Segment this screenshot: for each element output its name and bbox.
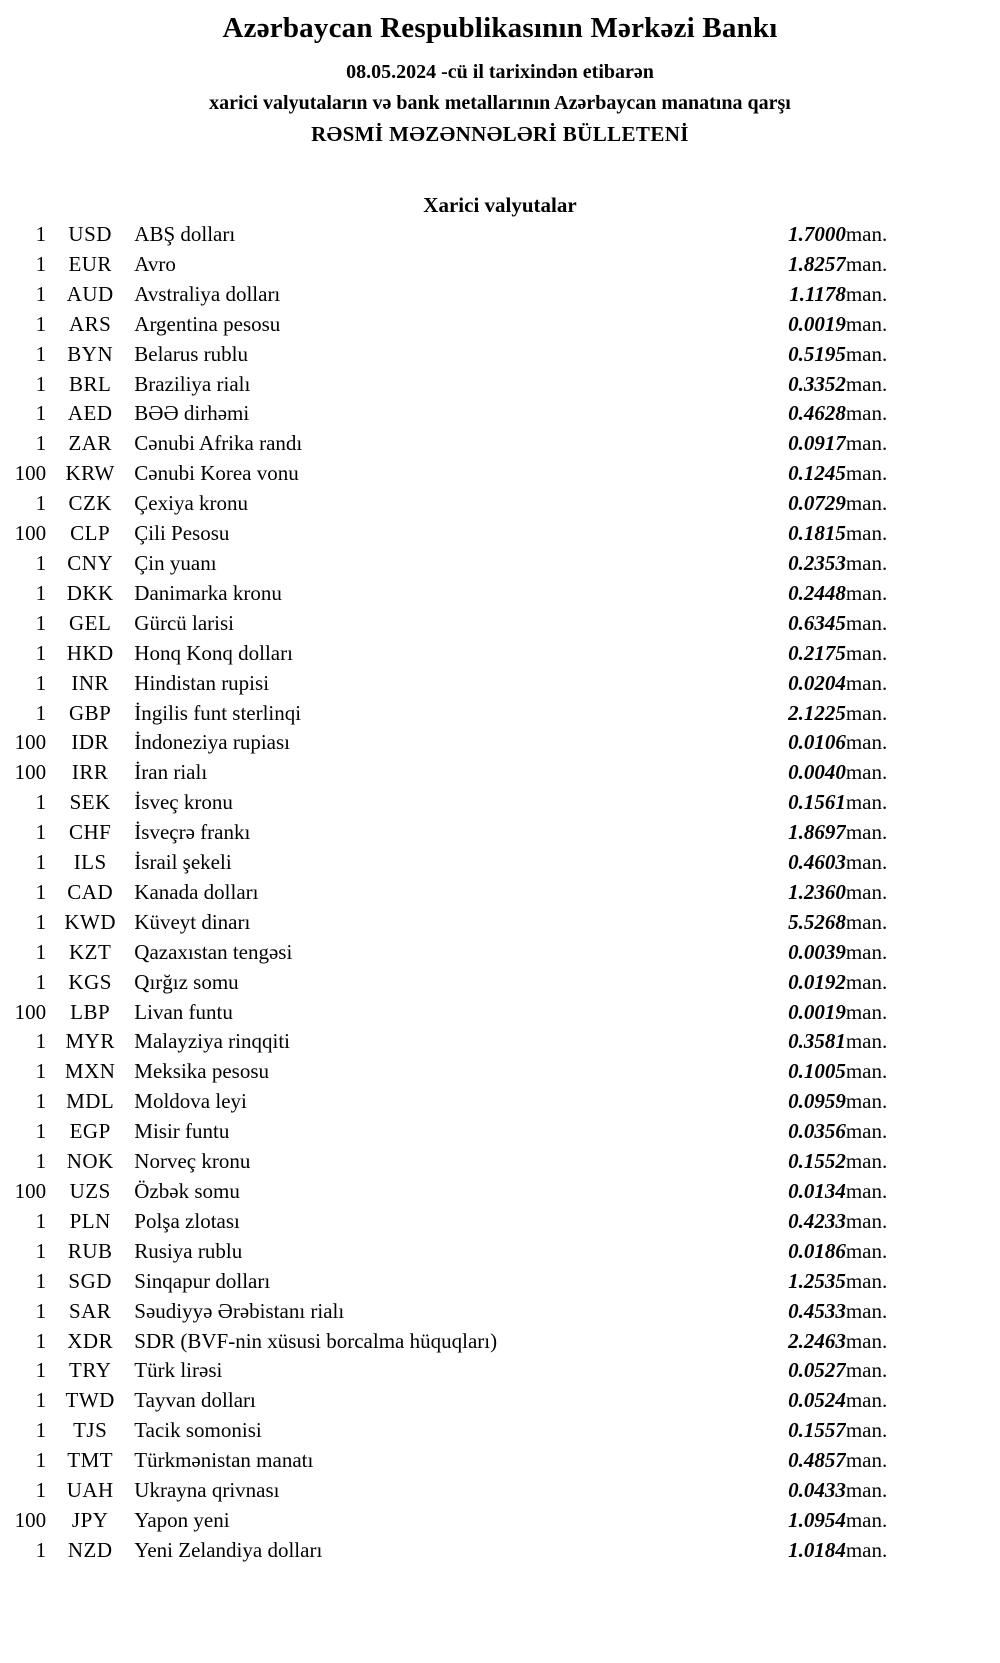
unit-cell: man. <box>845 1119 888 1144</box>
currency-name-cell: SDR (BVF-nin xüsusi borcalma hüquqları) <box>134 1328 498 1353</box>
rate-cell: 0.0134 <box>788 1179 846 1203</box>
currency-name-cell: Misir funtu <box>134 1119 230 1144</box>
unit-cell: man. <box>845 521 888 546</box>
table-row <box>0 549 908 579</box>
currency-name-cell: İsveç kronu <box>134 790 233 815</box>
nominal-cell: 1 <box>35 311 47 336</box>
nominal-cell: 1 <box>35 1238 47 1263</box>
currency-name-cell: Belarus rublu <box>134 341 249 366</box>
unit-cell: man. <box>845 550 888 575</box>
currency-name-cell: Cənubi Korea vonu <box>134 461 299 486</box>
rate-cell: 0.0356 <box>788 1119 846 1144</box>
currency-name-cell: İndoneziya rupiası <box>134 730 290 755</box>
nominal-cell: 1 <box>35 1448 47 1473</box>
currency-name-cell: Danimarka kronu <box>134 580 282 605</box>
currency-code-cell: KRW <box>65 461 115 486</box>
unit-cell: man. <box>845 790 888 815</box>
nominal-cell: 1 <box>35 401 47 426</box>
rate-cell: 0.4533 <box>788 1298 846 1323</box>
currency-name-cell: Qırğız somu <box>134 969 239 994</box>
nominal-cell: 1 <box>35 670 47 695</box>
unit-cell: man. <box>845 371 888 396</box>
unit-cell: man. <box>845 999 888 1024</box>
unit-cell: man. <box>845 939 888 964</box>
unit-cell: man. <box>845 222 888 246</box>
currency-code-cell: MDL <box>66 1089 115 1114</box>
nominal-cell: 1 <box>35 1418 47 1443</box>
rate-cell: 0.0019 <box>788 999 846 1024</box>
nominal-cell: 1 <box>35 1119 47 1144</box>
rate-cell: 0.6345 <box>788 610 846 635</box>
currency-name-cell: ABŞ dolları <box>134 222 236 246</box>
rate-cell: 1.7000 <box>788 222 846 246</box>
bulletin-title: RƏSMİ MƏZƏNNƏLƏRİ BÜLLETENİ <box>311 122 689 146</box>
unit-cell: man. <box>845 879 888 904</box>
table-row <box>0 609 908 639</box>
rate-cell: 0.2175 <box>788 640 846 665</box>
rate-cell: 0.5195 <box>788 341 846 366</box>
currency-code-cell: CHF <box>69 820 112 845</box>
currency-code-cell: KWD <box>64 909 117 934</box>
table-row <box>0 1267 908 1297</box>
nominal-cell: 1 <box>35 341 47 366</box>
currency-code-cell: CZK <box>68 491 112 516</box>
unit-cell: man. <box>845 969 888 994</box>
rate-cell: 0.2448 <box>788 580 846 605</box>
table-row <box>0 848 908 878</box>
table-row <box>0 818 908 848</box>
rate-cell: 1.8257 <box>788 251 846 276</box>
nominal-cell: 100 <box>14 1179 47 1203</box>
nominal-cell: 1 <box>35 1089 47 1114</box>
rate-cell: 0.1561 <box>788 790 846 815</box>
table-row <box>0 998 908 1028</box>
nominal-cell: 1 <box>35 909 47 934</box>
table-row <box>0 1087 908 1117</box>
nominal-cell: 1 <box>35 820 47 845</box>
unit-cell: man. <box>845 251 888 276</box>
rate-cell: 0.0039 <box>788 939 846 964</box>
nominal-cell: 1 <box>35 1388 47 1413</box>
currency-name-cell: Küveyt dinarı <box>134 909 251 934</box>
currency-code-cell: TWD <box>65 1388 115 1413</box>
rate-cell: 0.1815 <box>788 521 846 546</box>
currency-name-cell: Honq Konq dolları <box>134 640 293 665</box>
rate-cell: 0.4628 <box>788 401 846 426</box>
table-row <box>0 1416 908 1446</box>
currency-code-cell: JPY <box>71 1507 109 1532</box>
nominal-cell: 1 <box>35 431 47 456</box>
nominal-cell: 1 <box>35 1358 47 1383</box>
rate-cell: 0.0433 <box>788 1478 846 1503</box>
subtitle-line: xarici valyutaların və bank metallarının Azərbaycan manatına qarşı <box>209 92 791 114</box>
nominal-cell: 1 <box>35 1537 47 1562</box>
currency-code-cell: IRR <box>71 760 109 785</box>
unit-cell: man. <box>845 1059 888 1084</box>
currency-code-cell: ZAR <box>68 431 112 456</box>
table-row <box>0 728 908 758</box>
currency-name-cell: İsrail şekeli <box>134 850 232 875</box>
table-row <box>0 758 908 788</box>
currency-code-cell: INR <box>71 670 110 695</box>
currency-name-cell: Yapon yeni <box>134 1507 230 1532</box>
rate-cell: 0.1005 <box>788 1059 846 1084</box>
currency-code-cell: RUB <box>67 1238 113 1263</box>
rate-cell: 1.2535 <box>788 1268 846 1293</box>
currency-code-cell: TMT <box>67 1448 114 1473</box>
rate-cell: 0.0524 <box>788 1388 846 1413</box>
table-row <box>0 1536 908 1566</box>
nominal-cell: 1 <box>35 879 47 904</box>
currency-code-cell: XDR <box>67 1328 114 1353</box>
rate-cell: 0.1557 <box>788 1418 846 1443</box>
currency-code-cell: SEK <box>69 790 111 815</box>
currency-code-cell: BRL <box>69 371 112 396</box>
unit-cell: man. <box>845 1179 888 1203</box>
nominal-cell: 100 <box>14 730 47 755</box>
nominal-cell: 1 <box>35 281 47 306</box>
currency-name-cell: Gürcü larisi <box>134 610 235 635</box>
currency-name-cell: BƏƏ dirhəmi <box>134 401 250 426</box>
rate-cell: 0.1552 <box>788 1149 846 1174</box>
currency-code-cell: GEL <box>69 610 112 635</box>
unit-cell: man. <box>845 1238 888 1263</box>
table-row <box>0 1476 908 1506</box>
unit-cell: man. <box>845 431 888 456</box>
nominal-cell: 1 <box>35 251 47 276</box>
nominal-cell: 1 <box>35 1328 47 1353</box>
currency-name-cell: Özbək somu <box>134 1179 240 1203</box>
table-row <box>0 519 908 549</box>
table-row <box>0 459 908 489</box>
rate-cell: 1.8697 <box>788 820 846 845</box>
nominal-cell: 1 <box>35 1208 47 1233</box>
unit-cell: man. <box>845 730 888 755</box>
table-row <box>0 938 908 968</box>
table-row <box>0 1506 908 1536</box>
nominal-cell: 1 <box>35 371 47 396</box>
currency-code-cell: ILS <box>73 850 107 875</box>
nominal-cell: 1 <box>35 550 47 575</box>
currency-code-cell: EGP <box>69 1119 111 1144</box>
currency-code-cell: TRY <box>69 1358 112 1383</box>
unit-cell: man. <box>845 1089 888 1114</box>
currency-name-cell: Türk lirəsi <box>134 1358 223 1383</box>
nominal-cell: 1 <box>35 640 47 665</box>
currency-code-cell: AED <box>67 401 113 426</box>
unit-cell: man. <box>845 700 888 725</box>
currency-code-cell: LBP <box>70 999 111 1024</box>
currency-rates-body <box>0 220 908 1566</box>
currency-code-cell: MXN <box>64 1059 116 1084</box>
unit-cell: man. <box>845 1358 888 1383</box>
unit-cell: man. <box>845 670 888 695</box>
rate-cell: 0.0040 <box>788 760 846 785</box>
unit-cell: man. <box>845 580 888 605</box>
currency-code-cell: AUD <box>66 281 114 306</box>
unit-cell: man. <box>845 341 888 366</box>
rate-cell: 1.1178 <box>789 281 846 306</box>
currency-code-cell: KGS <box>68 969 112 994</box>
table-row <box>0 310 908 340</box>
table-row <box>0 699 908 729</box>
currency-name-cell: Sinqapur dolları <box>134 1268 271 1293</box>
table-row <box>0 1297 908 1327</box>
rate-cell: 1.0954 <box>788 1507 846 1532</box>
table-row <box>0 669 908 699</box>
rate-cell: 0.3352 <box>788 371 846 396</box>
table-row <box>0 968 908 998</box>
currency-code-cell: NZD <box>67 1537 113 1562</box>
unit-cell: man. <box>845 311 888 336</box>
rate-cell: 0.0917 <box>788 431 846 456</box>
unit-cell: man. <box>845 1418 888 1443</box>
table-row <box>0 1327 908 1357</box>
rate-cell: 0.0192 <box>788 969 846 994</box>
unit-cell: man. <box>845 820 888 845</box>
unit-cell: man. <box>845 1029 888 1054</box>
currency-code-cell: USD <box>68 222 112 246</box>
currency-code-cell: KZT <box>69 939 112 964</box>
rate-cell: 0.2353 <box>788 550 846 575</box>
nominal-cell: 1 <box>35 1059 47 1084</box>
currency-code-cell: CAD <box>67 879 114 904</box>
table-row <box>0 220 908 250</box>
nominal-cell: 100 <box>14 461 47 486</box>
currency-name-cell: İran rialı <box>134 760 208 785</box>
currency-name-cell: Moldova leyi <box>134 1089 247 1114</box>
table-row <box>0 788 908 818</box>
nominal-cell: 1 <box>35 610 47 635</box>
currency-name-cell: Hindistan rupisi <box>134 670 270 695</box>
table-row <box>0 399 908 429</box>
table-row <box>0 250 908 280</box>
rate-cell: 0.4857 <box>788 1448 846 1473</box>
unit-cell: man. <box>845 1298 888 1323</box>
currency-code-cell: UAH <box>66 1478 114 1503</box>
unit-cell: man. <box>845 401 888 426</box>
nominal-cell: 100 <box>14 760 47 785</box>
rate-cell: 0.0729 <box>788 491 846 516</box>
currency-name-cell: Norveç kronu <box>134 1149 251 1174</box>
currency-name-cell: Ukrayna qrivnası <box>134 1478 280 1503</box>
currency-code-cell: ARS <box>69 311 112 336</box>
nominal-cell: 1 <box>35 222 47 246</box>
currency-code-cell: NOK <box>66 1149 114 1174</box>
rate-cell: 0.0527 <box>788 1358 846 1383</box>
currency-code-cell: CLP <box>70 521 111 546</box>
table-row <box>0 429 908 459</box>
date-line: 08.05.2024 -cü il tarixindən etibarən <box>346 61 654 83</box>
table-row <box>0 878 908 908</box>
unit-cell: man. <box>845 1208 888 1233</box>
currency-code-cell: PLN <box>69 1208 111 1233</box>
rate-cell: 0.0186 <box>788 1238 846 1263</box>
rate-cell: 0.3581 <box>788 1029 846 1054</box>
currency-name-cell: Polşa zlotası <box>134 1208 240 1233</box>
unit-cell: man. <box>845 1448 888 1473</box>
table-row <box>0 1177 908 1207</box>
nominal-cell: 1 <box>35 790 47 815</box>
unit-cell: man. <box>845 1149 888 1174</box>
rate-cell: 2.2463 <box>788 1328 846 1353</box>
currency-name-cell: Yeni Zelandiya dolları <box>134 1537 323 1562</box>
table-row <box>0 1027 908 1057</box>
rate-cell: 0.0106 <box>788 730 846 755</box>
currency-name-cell: Qazaxıstan tengəsi <box>134 939 293 964</box>
rate-cell: 0.0959 <box>788 1089 846 1114</box>
nominal-cell: 1 <box>35 939 47 964</box>
unit-cell: man. <box>845 610 888 635</box>
currency-name-cell: Kanada dolları <box>134 879 259 904</box>
currency-code-cell: UZS <box>69 1179 111 1203</box>
unit-cell: man. <box>845 281 888 306</box>
nominal-cell: 1 <box>35 580 47 605</box>
currency-name-cell: Cənubi Afrika randı <box>134 431 303 456</box>
nominal-cell: 1 <box>35 1478 47 1503</box>
currency-name-cell: Çili Pesosu <box>134 521 230 546</box>
table-row <box>0 1356 908 1386</box>
currency-name-cell: Tacik somonisi <box>134 1418 262 1443</box>
currency-name-cell: Meksika pesosu <box>134 1059 270 1084</box>
currency-name-cell: Rusiya rublu <box>134 1238 243 1263</box>
rate-cell: 1.2360 <box>788 879 846 904</box>
table-row <box>0 639 908 669</box>
nominal-cell: 1 <box>35 1298 47 1323</box>
currency-name-cell: Livan funtu <box>134 999 233 1024</box>
nominal-cell: 1 <box>35 969 47 994</box>
unit-cell: man. <box>845 640 888 665</box>
unit-cell: man. <box>845 1478 888 1503</box>
table-row <box>0 1057 908 1087</box>
currency-name-cell: Avro <box>134 251 176 276</box>
table-row <box>0 1386 908 1416</box>
table-row <box>0 280 908 310</box>
currency-name-cell: Tayvan dolları <box>134 1388 256 1413</box>
currency-code-cell: BYN <box>67 341 114 366</box>
unit-cell: man. <box>845 909 888 934</box>
currency-name-cell: Çexiya kronu <box>134 491 249 516</box>
currency-name-cell: Səudiyyə Ərəbistanı rialı <box>134 1298 345 1323</box>
rate-cell: 0.4603 <box>788 850 846 875</box>
nominal-cell: 1 <box>35 1149 47 1174</box>
currency-name-cell: İsveçrə frankı <box>134 820 251 845</box>
table-row <box>0 370 908 400</box>
nominal-cell: 1 <box>35 1029 47 1054</box>
rate-cell: 5.5268 <box>788 909 846 934</box>
nominal-cell: 1 <box>35 700 47 725</box>
unit-cell: man. <box>845 1388 888 1413</box>
currency-code-cell: SAR <box>69 1298 112 1323</box>
table-row <box>0 1446 908 1476</box>
page-title: Azərbaycan Respublikasının Mərkəzi Bankı <box>222 12 778 44</box>
table-row <box>0 1207 908 1237</box>
currency-code-cell: GBP <box>69 700 112 725</box>
unit-cell: man. <box>845 1507 888 1532</box>
nominal-cell: 100 <box>14 999 47 1024</box>
table-row <box>0 340 908 370</box>
table-row <box>0 1117 908 1147</box>
currency-rates-table <box>0 220 908 1566</box>
currency-code-cell: IDR <box>71 730 110 755</box>
unit-cell: man. <box>845 1268 888 1293</box>
rate-cell: 0.0204 <box>788 670 846 695</box>
currency-name-cell: Argentina pesosu <box>134 311 281 336</box>
nominal-cell: 1 <box>35 491 47 516</box>
table-row <box>0 1147 908 1177</box>
currency-name-cell: Avstraliya dolları <box>134 281 281 306</box>
currency-code-cell: HKD <box>66 640 114 665</box>
unit-cell: man. <box>845 760 888 785</box>
currency-code-cell: TJS <box>73 1418 108 1443</box>
nominal-cell: 100 <box>14 1507 47 1532</box>
unit-cell: man. <box>845 1537 888 1562</box>
unit-cell: man. <box>845 1328 888 1353</box>
currency-name-cell: Malayziya rinqqiti <box>134 1029 290 1054</box>
currency-name-cell: Çin yuanı <box>134 550 217 575</box>
nominal-cell: 100 <box>14 521 47 546</box>
table-row <box>0 579 908 609</box>
currency-name-cell: Braziliya rialı <box>134 371 251 396</box>
table-row <box>0 908 908 938</box>
table-row <box>0 489 908 519</box>
rate-cell: 0.0019 <box>788 311 846 336</box>
unit-cell: man. <box>845 461 888 486</box>
currency-code-cell: CNY <box>67 550 114 575</box>
nominal-cell: 1 <box>35 850 47 875</box>
rate-cell: 1.0184 <box>788 1537 846 1562</box>
rate-cell: 2.1225 <box>788 700 846 725</box>
currency-code-cell: SGD <box>68 1268 112 1293</box>
currency-code-cell: DKK <box>66 580 114 605</box>
rate-cell: 0.4233 <box>788 1208 846 1233</box>
unit-cell: man. <box>845 491 888 516</box>
unit-cell: man. <box>845 850 888 875</box>
rate-cell: 0.1245 <box>788 461 846 486</box>
currency-name-cell: Türkmənistan manatı <box>134 1448 314 1473</box>
table-row <box>0 1237 908 1267</box>
currency-code-cell: MYR <box>65 1029 115 1054</box>
section-title: Xarici valyutalar <box>423 193 577 217</box>
currency-name-cell: İngilis funt sterlinqi <box>134 700 302 725</box>
nominal-cell: 1 <box>35 1268 47 1293</box>
currency-code-cell: EUR <box>68 251 112 276</box>
